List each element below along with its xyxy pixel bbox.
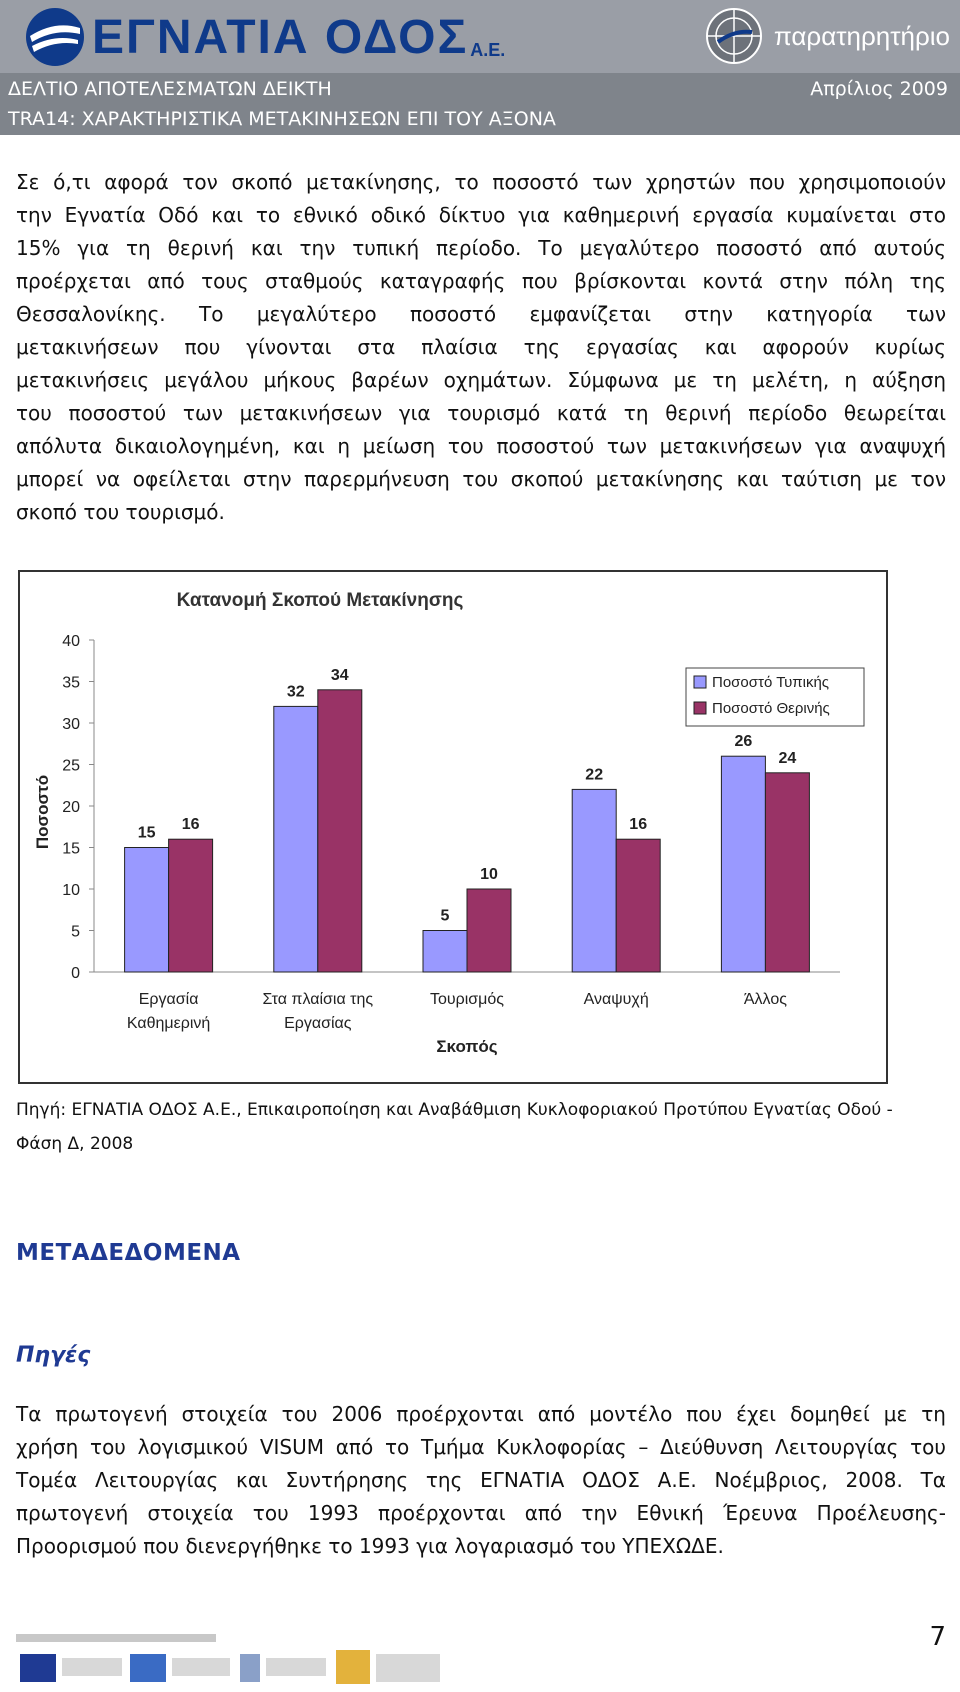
bar-summer (765, 773, 809, 972)
chart-source (16, 1093, 951, 1161)
y-tick-label: 5 (71, 923, 80, 941)
bar-summer (616, 839, 660, 972)
y-tick-label: 30 (62, 716, 80, 733)
observatory-text: παρατηρητήριο (773, 20, 950, 51)
x-category-label: Εργασία (138, 991, 199, 1008)
x-category-label: Αναψυχή (583, 991, 649, 1008)
bar-value-label: 16 (629, 816, 648, 834)
purpose-chart (18, 570, 888, 1084)
page-number: 7 (929, 1622, 946, 1652)
sources-paragraph (16, 1398, 946, 1563)
egnatia-emblem-icon (24, 6, 86, 68)
greek-flag-icon (130, 1654, 166, 1682)
intro-line: προέρχεται από τους σταθμούς καταγραφής που βρίσκονται κοντά στην πόλη της (16, 269, 946, 293)
bar-summer (467, 889, 511, 972)
intro-line: μπορεί να οφείλεται στην παρερμήνευση του σκοπού μετακίνησης και ταύτιση με τον (16, 467, 946, 491)
eib-logo-icon (240, 1654, 260, 1682)
y-tick-label: 10 (62, 882, 80, 899)
sources-heading: Πηγές (16, 1343, 91, 1368)
sources-line: πρωτογενή στοιχεία του 1993 προέρχονται από την Εθνική Έρευνα Προέλευσης- (16, 1501, 946, 1525)
metadata-heading: ΜΕΤΑΔΕΔΟΜΕΝΑ (16, 1240, 241, 1266)
legend-label: Ποσοστό Θερινής (712, 700, 830, 717)
y-tick-label: 0 (71, 965, 80, 982)
intro-paragraph (16, 166, 946, 529)
intro-line: απόλυτα δικαιολογημένη, και η μείωση του ποσοστού των μετακινήσεων για αναψυχή (16, 434, 946, 458)
egnatia-logo (24, 6, 505, 68)
intro-line: μετακινήσεων που γίνονται στα πλαίσια της εργασίας και αφορούν κυρίως (16, 335, 946, 359)
logo-suffix: Α.Ε. (470, 39, 506, 60)
bar-typical (572, 789, 616, 972)
indicator-title: TRA14: ΧΑΡΑΚΤΗΡΙΣΤΙΚΑ ΜΕΤΑΚΙΝΗΣΕΩΝ ΕΠΙ ΤΟΥ ΑΞΟΝΑ (8, 108, 556, 130)
bar-typical (125, 848, 169, 973)
bar-typical (721, 756, 765, 972)
bar-value-label: 32 (286, 683, 305, 701)
eu-flag-icon (20, 1654, 56, 1682)
x-axis-label: Σκοπός (436, 1037, 498, 1056)
sources-line: Τα πρωτογενή στοιχεία του 2006 προέρχονται από μοντέλο που έχει δομηθεί με τη (16, 1402, 946, 1426)
y-tick-label: 35 (62, 674, 80, 692)
bar-value-label: 26 (734, 733, 753, 751)
x-category-label: Εργασίας (284, 1015, 352, 1032)
intro-line: Σε ό,τι αφορά τον σκοπό μετακίνησης, το ποσοστό των χρηστών που χρησιμοποιούν (16, 170, 946, 194)
observatory-logo (704, 4, 950, 68)
intro-line: σκοπό του τουρισμό. (16, 500, 225, 524)
intro-line: 15% για τη θερινή και την τυπική περίοδο. Το μεγαλύτερο ποσοστό από αυτούς (16, 236, 946, 260)
funding-logos (16, 1630, 446, 1688)
funding-caption-bar (16, 1634, 216, 1642)
observatory-emblem-icon (704, 6, 764, 66)
source-line: Φάση Δ, 2008 (16, 1134, 134, 1154)
bar-typical (274, 706, 318, 972)
eu-text-logo (62, 1658, 122, 1676)
eib-text-logo (266, 1658, 326, 1676)
purpose-chart-svg (20, 572, 886, 1082)
intro-line: του ποσοστού των μετακινήσεων για τουρισμό κατά τη θερινή περίοδο θεωρείται (16, 401, 946, 425)
y-tick-label: 25 (62, 757, 80, 775)
csf-logo-icon (336, 1650, 370, 1684)
legend-swatch (694, 676, 706, 688)
x-category-label: Στα πλαίσια της (262, 991, 374, 1008)
sources-line: χρήση του λογισμικού VISUM από το Τμήμα Κυκλοφορίας – Διεύθυνση Λειτουργίας του (16, 1435, 946, 1459)
bar-value-label: 34 (330, 666, 349, 684)
csf-text-logo (376, 1654, 440, 1682)
bar-summer (318, 690, 362, 972)
ministry-text-logo (172, 1658, 230, 1676)
bulletin-date: Απρίλιος 2009 (810, 78, 948, 100)
bar-value-label: 16 (181, 816, 200, 834)
sources-line: Τομέα Λειτουργίας και Συντήρησης της ΕΓΝΑΤΙΑ ΟΔΟΣ Α.Ε. Νοέμβριος, 2008. Τα (16, 1468, 946, 1492)
sources-line: Προορισμού που διενεργήθηκε το 1993 για λογαριασμό του ΥΠΕΧΩΔΕ. (16, 1534, 724, 1558)
source-line: Πηγή: ΕΓΝΑΤΙΑ ΟΔΟΣ Α.Ε., Επικαιροποίηση και Αναβάθμιση Κυκλοφοριακού Προτύπου Εγνατίας Οδού - (16, 1100, 893, 1120)
bar-value-label: 15 (137, 824, 156, 842)
x-category-label: Άλλος (743, 991, 787, 1008)
bar-summer (169, 839, 213, 972)
bar-typical (423, 931, 467, 973)
intro-line: την Εγνατία Οδό και το εθνικό οδικό δίκτυο για καθημερινή εργασία κυμαίνεται στο (16, 203, 946, 227)
bar-value-label: 5 (440, 907, 450, 925)
y-axis-label: Ποσοστό (33, 774, 52, 850)
bar-value-label: 22 (585, 766, 604, 784)
legend-swatch (694, 702, 706, 714)
legend-label: Ποσοστό Τυπικής (712, 674, 830, 691)
intro-line: Θεσσαλονίκης. Το μεγαλύτερο ποσοστό εμφανίζεται στην κατηγορία των (16, 302, 946, 326)
y-tick-label: 40 (62, 633, 80, 650)
bar-value-label: 24 (778, 749, 797, 767)
logo-text: ΕΓΝΑΤΙΑ ΟΔΟΣ (92, 10, 469, 64)
chart-title: Κατανομή Σκοπού Μετακίνησης (176, 590, 464, 611)
bar-value-label: 10 (480, 866, 498, 883)
y-tick-label: 15 (62, 840, 80, 858)
x-category-label: Καθημερινή (126, 1015, 211, 1032)
intro-line: μετακινήσεις μεγάλου μήκους βαρέων οχημάτων. Σύμφωνα με τη μελέτη, η αύξηση (16, 368, 946, 392)
x-category-label: Τουρισμός (429, 991, 505, 1008)
y-tick-label: 20 (62, 799, 80, 816)
bulletin-title: ΔΕΛΤΙΟ ΑΠΟΤΕΛΕΣΜΑΤΩΝ ΔΕΙΚΤΗ (8, 78, 332, 100)
